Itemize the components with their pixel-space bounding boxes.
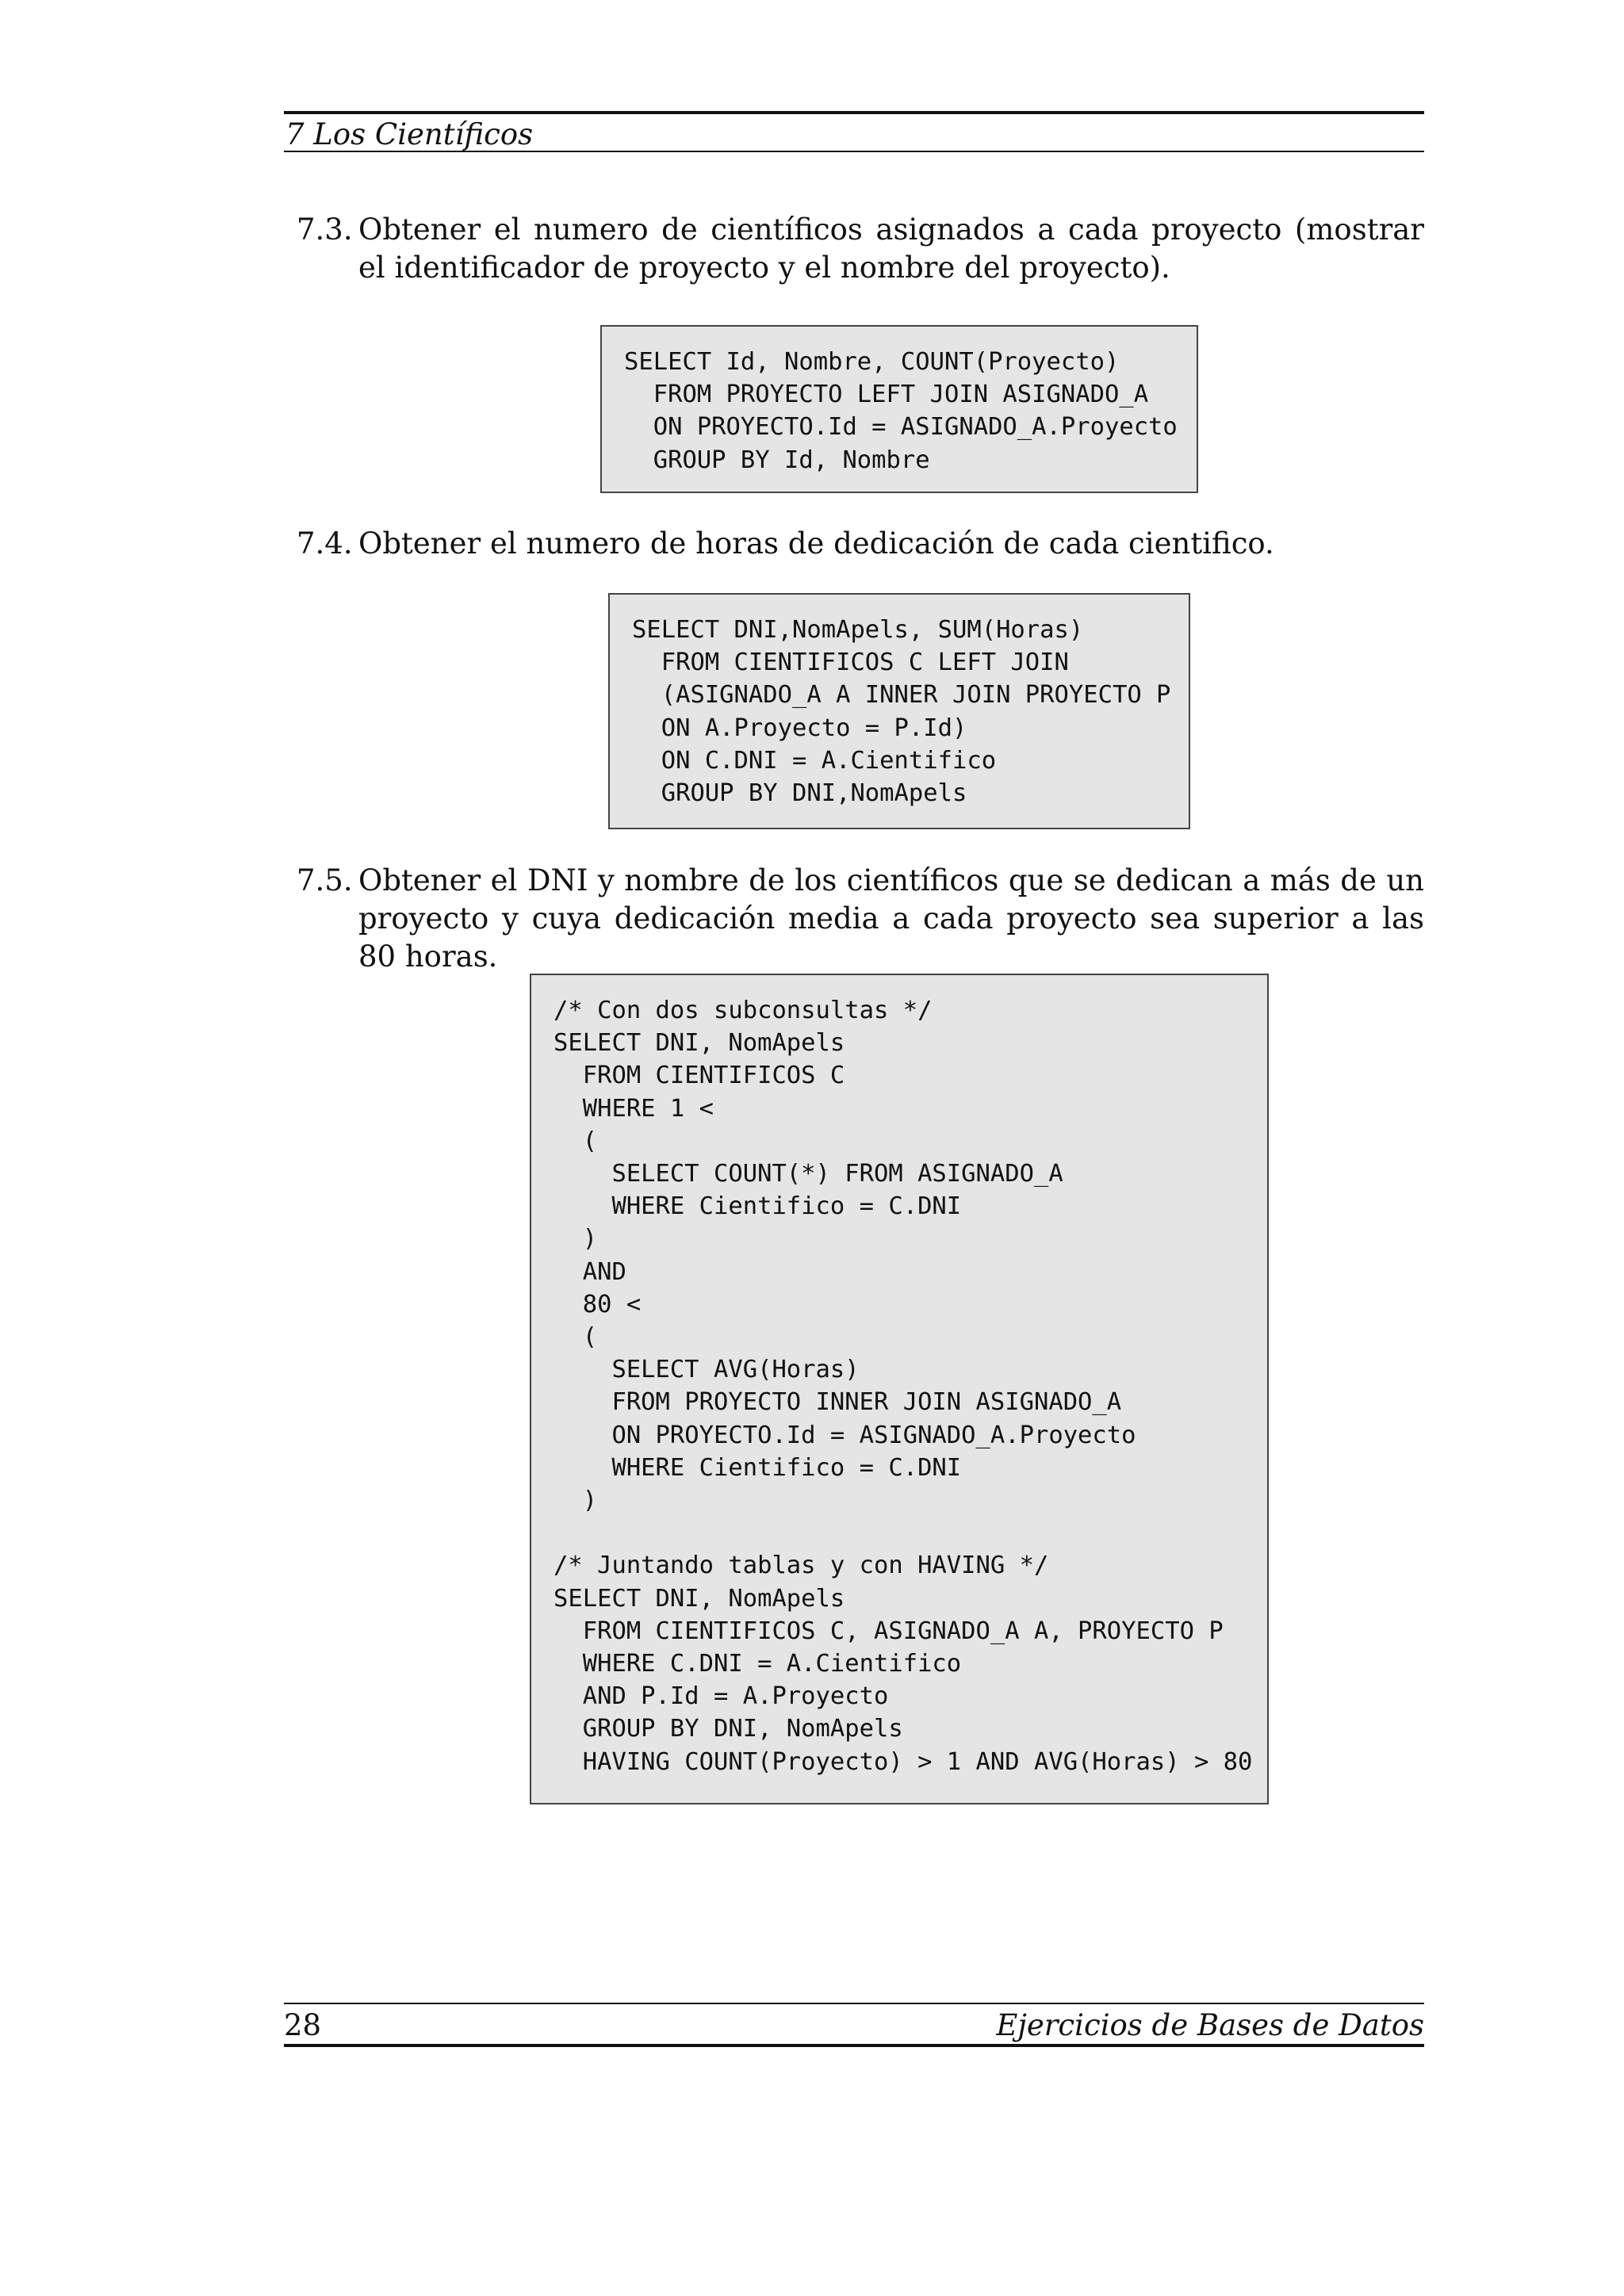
exercise-text: Obtener el DNI y nombre de los científicos que se dedican a más de un proyecto y cuya dedicación media a cada proyecto sea superior a las 80 horas. — [358, 863, 1424, 974]
exercise-number: 7.4. — [297, 526, 353, 561]
running-header — [284, 111, 1424, 152]
exercise-text: Obtener el numero de horas de dedicación de cada cientifico. — [358, 526, 1274, 561]
sql-code-block: /* Con dos subconsultas */ SELECT DNI, NomApels FROM CIENTIFICOS C WHERE 1 < ( SELECT COUNT(*) FROM ASIGNADO_A WHERE Cientifico = C.DNI ) AND 80 < ( SELECT AVG(Horas) FROM PROYECTO INNER JOIN ASIGNADO_A ON PROYECTO.Id = ASIGNADO_A.Proyecto WHERE Cientifico = C.DNI ) /* Juntando tablas y con HAVING */ SELECT DNI, NomApels FROM CIENTIFICOS C, ASIGNADO_A A, PROYECTO P WHERE C.DNI = A.Cientifico AND P.Id = A.Proyecto GROUP BY DNI, NomApels HAVING COUNT(Proyecto) > 1 AND AVG(Horas) > 80 — [530, 974, 1269, 1804]
exercise-number: 7.5. — [297, 863, 353, 897]
page-number: 28 — [284, 2008, 322, 2042]
exercise-7-5 — [285, 862, 1424, 976]
exercise-7-3 — [285, 211, 1424, 287]
chapter-title: 7 Los Científicos — [285, 117, 534, 151]
exercise-number: 7.3. — [297, 212, 353, 247]
sql-code-block: SELECT DNI,NomApels, SUM(Horas) FROM CIENTIFICOS C LEFT JOIN (ASIGNADO_A A INNER JOIN PROYECTO P ON A.Proyecto = P.Id) ON C.DNI = A.Cientifico GROUP BY DNI,NomApels — [608, 593, 1190, 829]
exercise-7-4 — [285, 525, 1424, 563]
book-title: Ejercicios de Bases de Datos — [996, 2008, 1424, 2042]
running-footer — [284, 2003, 1424, 2047]
sql-code-block: SELECT Id, Nombre, COUNT(Proyecto) FROM PROYECTO LEFT JOIN ASIGNADO_A ON PROYECTO.Id = ASIGNADO_A.Proyecto GROUP BY Id, Nombre — [600, 325, 1198, 493]
exercise-text: Obtener el numero de científicos asignados a cada proyecto (mostrar el identificador de proyecto y el nombre del proyecto). — [358, 212, 1424, 285]
